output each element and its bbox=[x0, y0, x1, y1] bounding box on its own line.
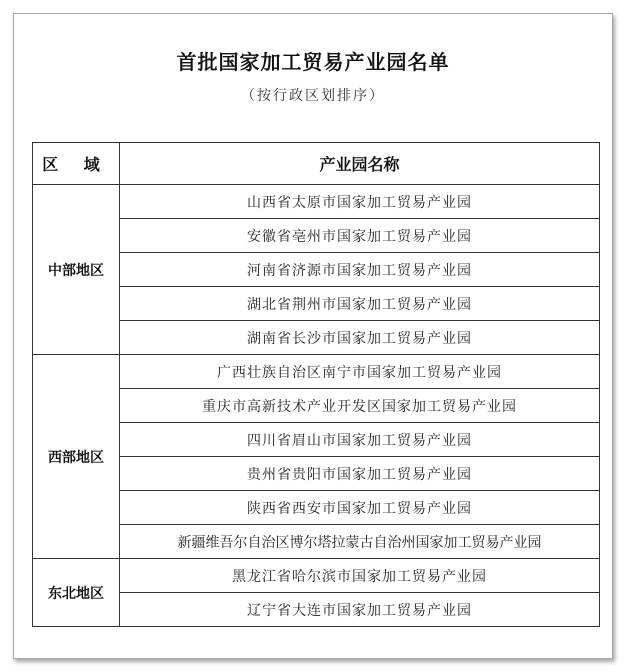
page-subtitle: （按行政区划排序） bbox=[241, 88, 385, 104]
table-row bbox=[33, 559, 600, 593]
park-name-cell: 黑龙江省哈尔滨市国家加工贸易产业园 bbox=[120, 559, 600, 593]
region-cell-northeast: 东北地区 bbox=[33, 559, 120, 627]
region-cell-central: 中部地区 bbox=[33, 185, 120, 355]
table-row bbox=[33, 185, 600, 219]
park-name-cell: 广西壮族自治区南宁市国家加工贸易产业园 bbox=[120, 355, 600, 389]
page-title: 首批国家加工贸易产业园名单 bbox=[176, 50, 450, 74]
park-name-cell: 湖南省长沙市国家加工贸易产业园 bbox=[120, 321, 600, 355]
park-name-cell: 河南省济源市国家加工贸易产业园 bbox=[120, 253, 600, 287]
park-name-cell: 山西省太原市国家加工贸易产业园 bbox=[120, 185, 600, 219]
park-name-cell: 重庆市高新技术产业开发区国家加工贸易产业园 bbox=[120, 389, 600, 423]
table-header-row bbox=[33, 143, 600, 185]
park-name-cell: 安徽省亳州市国家加工贸易产业园 bbox=[120, 219, 600, 253]
park-name-cell: 湖北省荆州市国家加工贸易产业园 bbox=[120, 287, 600, 321]
document-frame bbox=[13, 13, 613, 659]
park-name-cell: 四川省眉山市国家加工贸易产业园 bbox=[120, 423, 600, 457]
park-name-cell: 新疆维吾尔自治区博尔塔拉蒙古自治州国家加工贸易产业园 bbox=[120, 525, 600, 559]
header-park-name: 产业园名称 bbox=[120, 143, 600, 185]
park-name-cell: 贵州省贵阳市国家加工贸易产业园 bbox=[120, 457, 600, 491]
park-name-cell: 陕西省西安市国家加工贸易产业园 bbox=[120, 491, 600, 525]
region-cell-western: 西部地区 bbox=[33, 355, 120, 559]
park-list-table bbox=[32, 142, 600, 627]
table-row bbox=[33, 355, 600, 389]
park-name-cell: 辽宁省大连市国家加工贸易产业园 bbox=[120, 593, 600, 627]
header-region: 区 域 bbox=[33, 143, 120, 185]
